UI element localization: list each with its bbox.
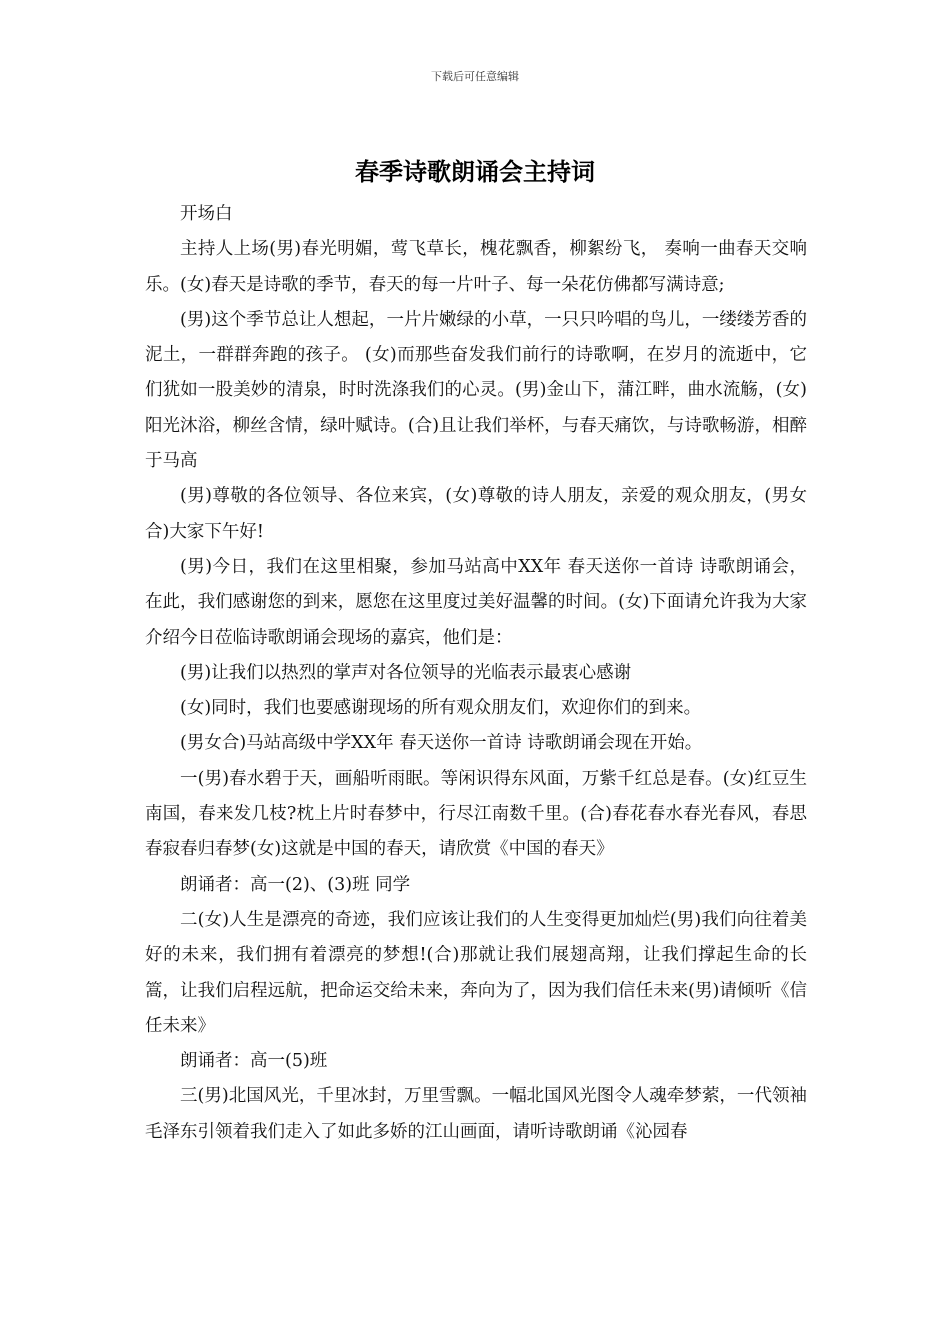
paragraph: (男)这个季节总让人想起，一片片嫩绿的小草，一只只吟唱的鸟儿，一缕缕芳香的泥土，一群群奔跑的孩子。 (女)而那些奋发我们前行的诗歌啊，在岁月的流逝中，它们犹如一股美妙的清泉，时时洗涤我们的心灵。(男)金山下，蒲江畔，曲水流觞，(女)阳光沐浴，柳丝含情，绿叶赋诗。(合)且让我们举杯，与春天痛饮，与诗歌畅游，相醉于马高 [145, 309, 807, 472]
paragraph: (男)今日，我们在这里相聚，参加马站高中XX年 春天送你一首诗 诗歌朗诵会，在此，我们感谢您的到来，愿您在这里度过美好温馨的时间。(女)下面请允许我为大家介绍今日莅临诗歌朗诵会现场的嘉宾，他们是： [145, 556, 807, 648]
paragraph: (男女合)马站高级中学XX年 春天送你一首诗 诗歌朗诵会现在开始。 [180, 733, 703, 754]
reciter-line: 朗诵者：高一(2)、(3)班 同学 [180, 874, 411, 895]
paragraph-opening-label: 开场白 [180, 204, 233, 224]
paragraph: (男)让我们以热烈的掌声对各位领导的光临表示最衷心感谢 [180, 662, 632, 683]
document-body [145, 197, 807, 1150]
header-note: 下载后可任意编辑 [431, 70, 519, 83]
paragraph: 三(男)北国风光，千里冰封，万里雪飘。一幅北国风光图令人魂牵梦萦，一代领袖毛泽东引领着我们走入了如此多娇的江山画面，请听诗歌朗诵《沁园春 [145, 1086, 807, 1142]
reciter-line: 朗诵者：高一(5)班 [180, 1051, 328, 1072]
paragraph: 主持人上场(男)春光明媚，莺飞草长，槐花飘香，柳絮纷飞， 奏响一曲春天交响乐。(女)春天是诗歌的季节，春天的每一片叶子、每一朵花仿佛都写满诗意; [145, 239, 807, 295]
paragraph: 二(女)人生是漂亮的奇迹，我们应该让我们的人生变得更加灿烂(男)我们向往着美好的未来，我们拥有着漂亮的梦想!(合)那就让我们展翅高翔，让我们撑起生命的长篙，让我们启程远航，把命运交给未来，奔向为了，因为我们信任未来(男)请倾听《信任未来》 [145, 909, 807, 1036]
document-title: 春季诗歌朗诵会主持词 [355, 158, 595, 186]
paragraph: (男)尊敬的各位领导、各位来宾，(女)尊敬的诗人朋友，亲爱的观众朋友，(男女合)大家下午好! [145, 486, 807, 542]
paragraph: (女)同时，我们也要感谢现场的所有观众朋友们，欢迎你们的到来。 [180, 698, 702, 719]
paragraph: 一(男)春水碧于天，画船听雨眠。等闲识得东风面，万紫千红总是春。(女)红豆生南国，春来发几枝?枕上片时春梦中，行尽江南数千里。(合)春花春水春光春风，春思春寂春归春梦(女)这就是中国的春天，请欣赏《中国的春天》 [145, 768, 807, 860]
